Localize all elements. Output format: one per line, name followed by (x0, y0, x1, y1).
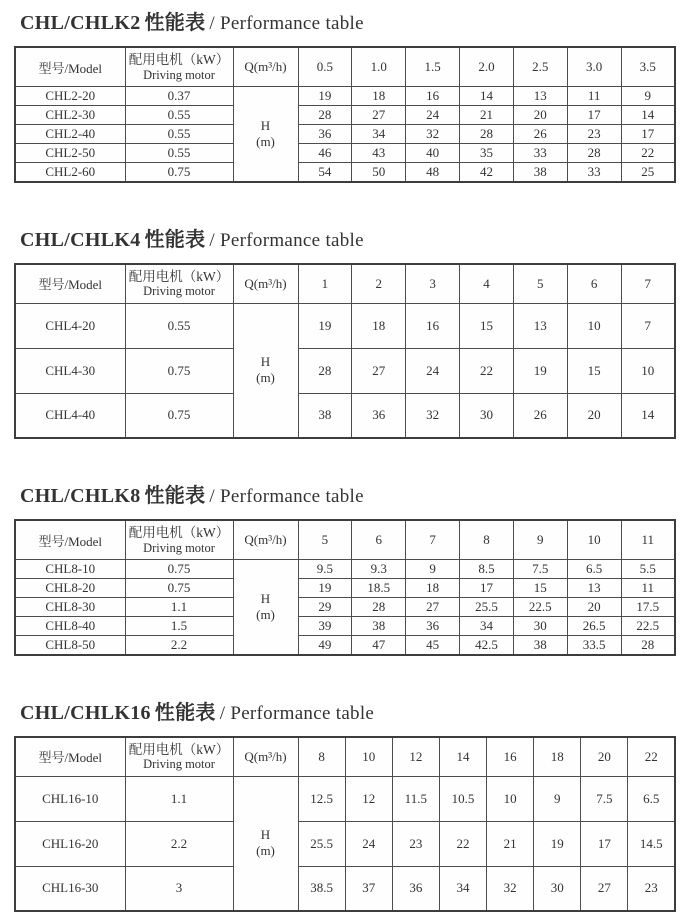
cell-head-value: 46 (298, 144, 352, 163)
header-motor-en: Driving motor (128, 68, 231, 82)
cell-head-value: 14 (621, 393, 675, 438)
cell-motor: 2.2 (125, 636, 233, 655)
table-row (15, 579, 675, 598)
head-unit-symbol: H (236, 827, 296, 843)
cell-head-value: 17 (621, 125, 675, 144)
cell-head-value: 16 (406, 87, 460, 106)
cell-head-value: 23 (567, 125, 621, 144)
cell-motor: 0.75 (125, 393, 233, 438)
cell-head-value: 35 (460, 144, 514, 163)
header-flow-value: 10 (345, 737, 392, 777)
cell-head-value: 18 (352, 303, 406, 348)
cell-head-value: 26 (513, 393, 567, 438)
cell-head-value: 50 (352, 163, 406, 182)
cell-head-value: 24 (345, 821, 392, 866)
section-title-en: / Performance table (209, 13, 363, 34)
table-header (15, 264, 675, 304)
table-row (15, 106, 675, 125)
cell-head-value: 7 (621, 303, 675, 348)
cell-head-value: 27 (406, 598, 460, 617)
cell-head-value: 9.3 (352, 560, 406, 579)
table-row (15, 866, 675, 911)
cell-head-value: 17 (460, 579, 514, 598)
cell-head-value: 27 (352, 106, 406, 125)
header-flow: Q(m³/h) (233, 737, 298, 777)
cell-head-value: 39 (298, 617, 352, 636)
cell-head-value: 34 (439, 866, 486, 911)
cell-head-value: 27 (352, 348, 406, 393)
cell-head-value: 13 (513, 87, 567, 106)
cell-head-value: 25.5 (460, 598, 514, 617)
cell-model: CHL4-20 (15, 303, 125, 348)
cell-head-value: 25 (621, 163, 675, 182)
cell-head-value: 23 (628, 866, 675, 911)
header-motor (125, 737, 233, 777)
cell-head-value: 10 (621, 348, 675, 393)
cell-head-value: 18.5 (352, 579, 406, 598)
cell-head-value: 24 (406, 106, 460, 125)
cell-head-value: 19 (513, 348, 567, 393)
cell-head-value: 14.5 (628, 821, 675, 866)
cell-motor: 0.55 (125, 125, 233, 144)
table-body (15, 560, 675, 655)
header-flow-value: 10 (567, 520, 621, 560)
head-unit-measure: (m) (236, 607, 296, 623)
header-flow-value: 5 (298, 520, 352, 560)
cell-motor: 0.75 (125, 163, 233, 182)
performance-table (14, 736, 676, 912)
header-motor (125, 520, 233, 560)
table-row (15, 163, 675, 182)
section-title-cn: 性能表 (145, 12, 206, 34)
cell-head-value: 15 (460, 303, 514, 348)
performance-table (14, 263, 676, 440)
cell-head-value: 54 (298, 163, 352, 182)
header-flow-value: 2.0 (460, 47, 514, 87)
cell-motor: 1.1 (125, 598, 233, 617)
header-flow-value: 2 (352, 264, 406, 304)
header-flow-value: 6 (352, 520, 406, 560)
header-model: 型号/Model (15, 520, 125, 560)
cell-model: CHL4-30 (15, 348, 125, 393)
head-unit-measure: (m) (236, 370, 296, 386)
cell-head-value: 45 (406, 636, 460, 655)
cell-head-value: 28 (567, 144, 621, 163)
cell-head-value: 6.5 (567, 560, 621, 579)
header-flow-value: 2.5 (513, 47, 567, 87)
cell-head-value: 30 (460, 393, 514, 438)
header-flow: Q(m³/h) (233, 47, 298, 87)
cell-head-value: 38 (513, 636, 567, 655)
cell-head-value: 7.5 (581, 776, 628, 821)
cell-head-value: 42 (460, 163, 514, 182)
cell-head-value: 11 (621, 579, 675, 598)
cell-motor: 0.75 (125, 579, 233, 598)
section-title-code: CHL/CHLK4 (20, 229, 141, 251)
cell-head-value: 19 (534, 821, 581, 866)
cell-head-value: 42.5 (460, 636, 514, 655)
section-title-cn: 性能表 (155, 702, 216, 724)
header-motor-en: Driving motor (128, 757, 231, 771)
section-title-cn: 性能表 (145, 485, 206, 507)
cell-model: CHL8-20 (15, 579, 125, 598)
header-flow-value: 22 (628, 737, 675, 777)
cell-head-unit (233, 776, 298, 911)
cell-head-value: 36 (352, 393, 406, 438)
cell-head-value: 10 (567, 303, 621, 348)
cell-head-value: 18 (406, 579, 460, 598)
cell-head-value: 32 (406, 125, 460, 144)
header-model: 型号/Model (15, 737, 125, 777)
cell-head-value: 17 (581, 821, 628, 866)
header-flow-value: 8 (298, 737, 345, 777)
header-flow-value: 3 (406, 264, 460, 304)
cell-head-value: 28 (352, 598, 406, 617)
cell-head-value: 25.5 (298, 821, 345, 866)
cell-motor: 2.2 (125, 821, 233, 866)
table-header (15, 737, 675, 777)
cell-motor: 0.75 (125, 560, 233, 579)
cell-model: CHL2-40 (15, 125, 125, 144)
cell-head-value: 26.5 (567, 617, 621, 636)
cell-head-value: 14 (460, 87, 514, 106)
cell-head-value: 12 (345, 776, 392, 821)
header-motor-en: Driving motor (128, 541, 231, 555)
header-flow-value: 0.5 (298, 47, 352, 87)
table-row (15, 560, 675, 579)
cell-head-value: 17 (567, 106, 621, 125)
header-row (15, 737, 675, 777)
cell-head-value: 8.5 (460, 560, 514, 579)
performance-table (14, 46, 676, 183)
cell-head-value: 36 (406, 617, 460, 636)
section-title-en: / Performance table (220, 703, 374, 724)
cell-head-value: 20 (513, 106, 567, 125)
table-row (15, 87, 675, 106)
cell-head-value: 13 (567, 579, 621, 598)
cell-head-value: 28 (298, 348, 352, 393)
table-header (15, 520, 675, 560)
header-motor-cn: 配用电机（kW） (128, 269, 231, 285)
cell-head-value: 15 (567, 348, 621, 393)
header-flow-value: 11 (621, 520, 675, 560)
cell-head-unit (233, 87, 298, 182)
head-unit-measure: (m) (236, 843, 296, 859)
cell-head-value: 28 (621, 636, 675, 655)
header-flow: Q(m³/h) (233, 520, 298, 560)
cell-head-value: 32 (487, 866, 534, 911)
cell-head-value: 22.5 (621, 617, 675, 636)
cell-head-value: 12.5 (298, 776, 345, 821)
cell-head-value: 9 (621, 87, 675, 106)
head-unit-measure: (m) (236, 134, 296, 150)
header-motor-cn: 配用电机（kW） (128, 525, 231, 541)
section-title-en: / Performance table (209, 486, 363, 507)
header-row (15, 264, 675, 304)
cell-head-value: 22.5 (513, 598, 567, 617)
header-flow-value: 1.0 (352, 47, 406, 87)
header-flow-value: 3.0 (567, 47, 621, 87)
cell-head-value: 47 (352, 636, 406, 655)
cell-model: CHL16-30 (15, 866, 125, 911)
cell-model: CHL8-10 (15, 560, 125, 579)
cell-head-value: 17.5 (621, 598, 675, 617)
cell-motor: 0.37 (125, 87, 233, 106)
cell-head-value: 7.5 (513, 560, 567, 579)
table-row (15, 348, 675, 393)
cell-head-value: 11 (567, 87, 621, 106)
section-title (20, 479, 700, 508)
section-title-code: CHL/CHLK16 (20, 702, 151, 724)
cell-head-value: 18 (352, 87, 406, 106)
cell-head-value: 38.5 (298, 866, 345, 911)
cell-head-value: 30 (534, 866, 581, 911)
table-row (15, 636, 675, 655)
cell-motor: 1.5 (125, 617, 233, 636)
header-flow-value: 9 (513, 520, 567, 560)
cell-model: CHL2-30 (15, 106, 125, 125)
table-row (15, 393, 675, 438)
cell-head-value: 49 (298, 636, 352, 655)
cell-head-value: 22 (439, 821, 486, 866)
cell-head-value: 9 (534, 776, 581, 821)
header-flow-value: 12 (392, 737, 439, 777)
table-body (15, 776, 675, 911)
table-body (15, 87, 675, 182)
table-header (15, 47, 675, 87)
cell-model: CHL8-30 (15, 598, 125, 617)
header-flow-value: 3.5 (621, 47, 675, 87)
cell-head-value: 14 (621, 106, 675, 125)
header-model: 型号/Model (15, 47, 125, 87)
cell-head-value: 29 (298, 598, 352, 617)
cell-head-value: 33.5 (567, 636, 621, 655)
cell-head-value: 15 (513, 579, 567, 598)
cell-head-value: 23 (392, 821, 439, 866)
header-motor (125, 47, 233, 87)
cell-head-value: 38 (352, 617, 406, 636)
cell-model: CHL4-40 (15, 393, 125, 438)
section-title-code: CHL/CHLK8 (20, 485, 141, 507)
cell-model: CHL2-60 (15, 163, 125, 182)
cell-head-value: 10 (487, 776, 534, 821)
cell-model: CHL16-10 (15, 776, 125, 821)
table-row (15, 125, 675, 144)
cell-model: CHL8-40 (15, 617, 125, 636)
cell-head-value: 27 (581, 866, 628, 911)
header-flow-value: 5 (513, 264, 567, 304)
header-motor-cn: 配用电机（kW） (128, 742, 231, 758)
header-flow-value: 7 (406, 520, 460, 560)
header-row (15, 520, 675, 560)
performance-section (14, 6, 700, 183)
header-motor (125, 264, 233, 304)
section-title-en: / Performance table (209, 230, 363, 251)
cell-head-value: 38 (298, 393, 352, 438)
cell-model: CHL2-20 (15, 87, 125, 106)
cell-head-value: 22 (460, 348, 514, 393)
header-flow: Q(m³/h) (233, 264, 298, 304)
header-motor-en: Driving motor (128, 284, 231, 298)
header-flow-value: 14 (439, 737, 486, 777)
cell-head-value: 40 (406, 144, 460, 163)
cell-model: CHL8-50 (15, 636, 125, 655)
performance-section (14, 479, 700, 656)
cell-motor: 0.55 (125, 106, 233, 125)
header-flow-value: 16 (487, 737, 534, 777)
header-flow-value: 18 (534, 737, 581, 777)
cell-head-value: 20 (567, 393, 621, 438)
header-flow-value: 4 (460, 264, 514, 304)
cell-head-value: 43 (352, 144, 406, 163)
cell-head-value: 6.5 (628, 776, 675, 821)
performance-table (14, 519, 676, 656)
cell-head-unit (233, 560, 298, 655)
cell-head-value: 34 (460, 617, 514, 636)
cell-head-value: 19 (298, 87, 352, 106)
table-body (15, 303, 675, 438)
table-row (15, 776, 675, 821)
cell-motor: 3 (125, 866, 233, 911)
cell-head-value: 9.5 (298, 560, 352, 579)
cell-head-value: 16 (406, 303, 460, 348)
performance-section (14, 696, 700, 912)
cell-head-value: 24 (406, 348, 460, 393)
cell-head-value: 33 (513, 144, 567, 163)
cell-head-value: 37 (345, 866, 392, 911)
header-flow-value: 8 (460, 520, 514, 560)
cell-head-value: 36 (298, 125, 352, 144)
cell-head-value: 38 (513, 163, 567, 182)
cell-head-value: 32 (406, 393, 460, 438)
table-row (15, 303, 675, 348)
cell-head-value: 34 (352, 125, 406, 144)
header-row (15, 47, 675, 87)
cell-head-value: 28 (460, 125, 514, 144)
cell-motor: 0.75 (125, 348, 233, 393)
head-unit-symbol: H (236, 118, 296, 134)
cell-head-value: 9 (406, 560, 460, 579)
header-flow-value: 1.5 (406, 47, 460, 87)
cell-head-value: 20 (567, 598, 621, 617)
cell-head-value: 28 (298, 106, 352, 125)
cell-motor: 0.55 (125, 144, 233, 163)
table-row (15, 144, 675, 163)
header-model: 型号/Model (15, 264, 125, 304)
cell-head-value: 19 (298, 303, 352, 348)
cell-motor: 0.55 (125, 303, 233, 348)
header-flow-value: 7 (621, 264, 675, 304)
head-unit-symbol: H (236, 354, 296, 370)
header-motor-cn: 配用电机（kW） (128, 52, 231, 68)
header-flow-value: 6 (567, 264, 621, 304)
cell-model: CHL2-50 (15, 144, 125, 163)
performance-section (14, 223, 700, 440)
section-title (20, 223, 700, 252)
cell-motor: 1.1 (125, 776, 233, 821)
table-row (15, 617, 675, 636)
header-flow-value: 20 (581, 737, 628, 777)
cell-head-value: 21 (460, 106, 514, 125)
cell-head-value: 11.5 (392, 776, 439, 821)
cell-head-value: 36 (392, 866, 439, 911)
section-title-code: CHL/CHLK2 (20, 12, 141, 34)
section-title (20, 696, 700, 725)
cell-head-value: 33 (567, 163, 621, 182)
cell-head-value: 19 (298, 579, 352, 598)
cell-head-value: 26 (513, 125, 567, 144)
cell-head-value: 22 (621, 144, 675, 163)
section-title-cn: 性能表 (145, 229, 206, 251)
cell-head-value: 10.5 (439, 776, 486, 821)
header-flow-value: 1 (298, 264, 352, 304)
cell-head-value: 5.5 (621, 560, 675, 579)
cell-model: CHL16-20 (15, 821, 125, 866)
cell-head-value: 13 (513, 303, 567, 348)
table-row (15, 821, 675, 866)
section-title (20, 6, 700, 35)
cell-head-value: 21 (487, 821, 534, 866)
table-row (15, 598, 675, 617)
head-unit-symbol: H (236, 591, 296, 607)
cell-head-value: 48 (406, 163, 460, 182)
cell-head-unit (233, 303, 298, 438)
cell-head-value: 30 (513, 617, 567, 636)
